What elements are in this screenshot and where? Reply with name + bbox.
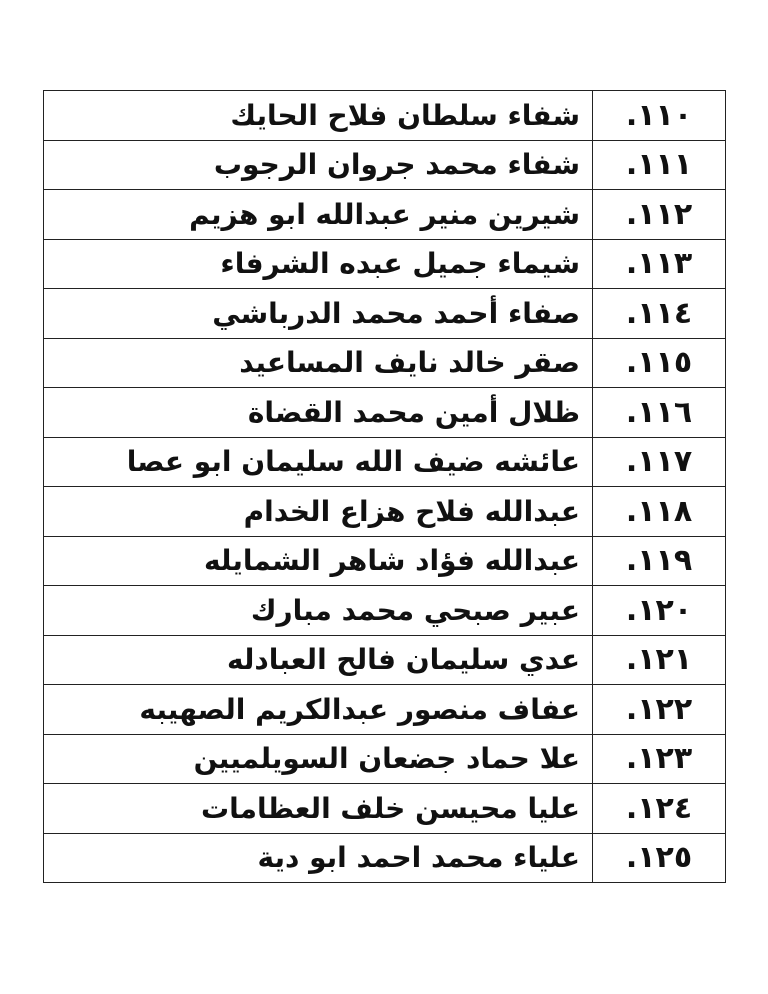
table-row [44, 338, 726, 388]
table-row [44, 586, 726, 636]
table-row [44, 289, 726, 339]
row-number: ١٢٤. [593, 784, 726, 834]
person-name: علا حماد جضعان السويلميين [44, 734, 593, 784]
table-row [44, 784, 726, 834]
row-number: ١٢٢. [593, 685, 726, 735]
person-name: عفاف منصور عبدالكريم الصهيبه [44, 685, 593, 735]
person-name: شفاء سلطان فلاح الحايك [44, 91, 593, 141]
table-row [44, 685, 726, 735]
table-row [44, 239, 726, 289]
row-number: ١١٧. [593, 437, 726, 487]
person-name: عبير صبحي محمد مبارك [44, 586, 593, 636]
person-name: شيرين منير عبدالله ابو هزيم [44, 190, 593, 240]
table-row [44, 388, 726, 438]
person-name: عبدالله فلاح هزاع الخدام [44, 487, 593, 537]
row-number: ١١٩. [593, 536, 726, 586]
table-row [44, 536, 726, 586]
row-number: ١٢٥. [593, 833, 726, 883]
person-name: شيماء جميل عبده الشرفاء [44, 239, 593, 289]
table-row [44, 91, 726, 141]
person-name: علياء محمد احمد ابو دية [44, 833, 593, 883]
row-number: ١٢٠. [593, 586, 726, 636]
row-number: ١٢٣. [593, 734, 726, 784]
table-row [44, 833, 726, 883]
table-row [44, 734, 726, 784]
row-number: ١١٢. [593, 190, 726, 240]
person-name: عبدالله فؤاد شاهر الشمايله [44, 536, 593, 586]
names-table [43, 90, 726, 883]
table-row [44, 437, 726, 487]
person-name: عدي سليمان فالح العبادله [44, 635, 593, 685]
row-number: ١١٠. [593, 91, 726, 141]
row-number: ١١١. [593, 140, 726, 190]
row-number: ١١٨. [593, 487, 726, 537]
table-row [44, 190, 726, 240]
row-number: ١٢١. [593, 635, 726, 685]
row-number: ١١٥. [593, 338, 726, 388]
table-row [44, 140, 726, 190]
person-name: ظلال أمين محمد القضاة [44, 388, 593, 438]
row-number: ١١٣. [593, 239, 726, 289]
row-number: ١١٤. [593, 289, 726, 339]
person-name: صفاء أحمد محمد الدرباشي [44, 289, 593, 339]
person-name: شفاء محمد جروان الرجوب [44, 140, 593, 190]
person-name: صقر خالد نايف المساعيد [44, 338, 593, 388]
person-name: عليا محيسن خلف العظامات [44, 784, 593, 834]
row-number: ١١٦. [593, 388, 726, 438]
table-row [44, 487, 726, 537]
person-name: عائشه ضيف الله سليمان ابو عصا [44, 437, 593, 487]
table-row [44, 635, 726, 685]
